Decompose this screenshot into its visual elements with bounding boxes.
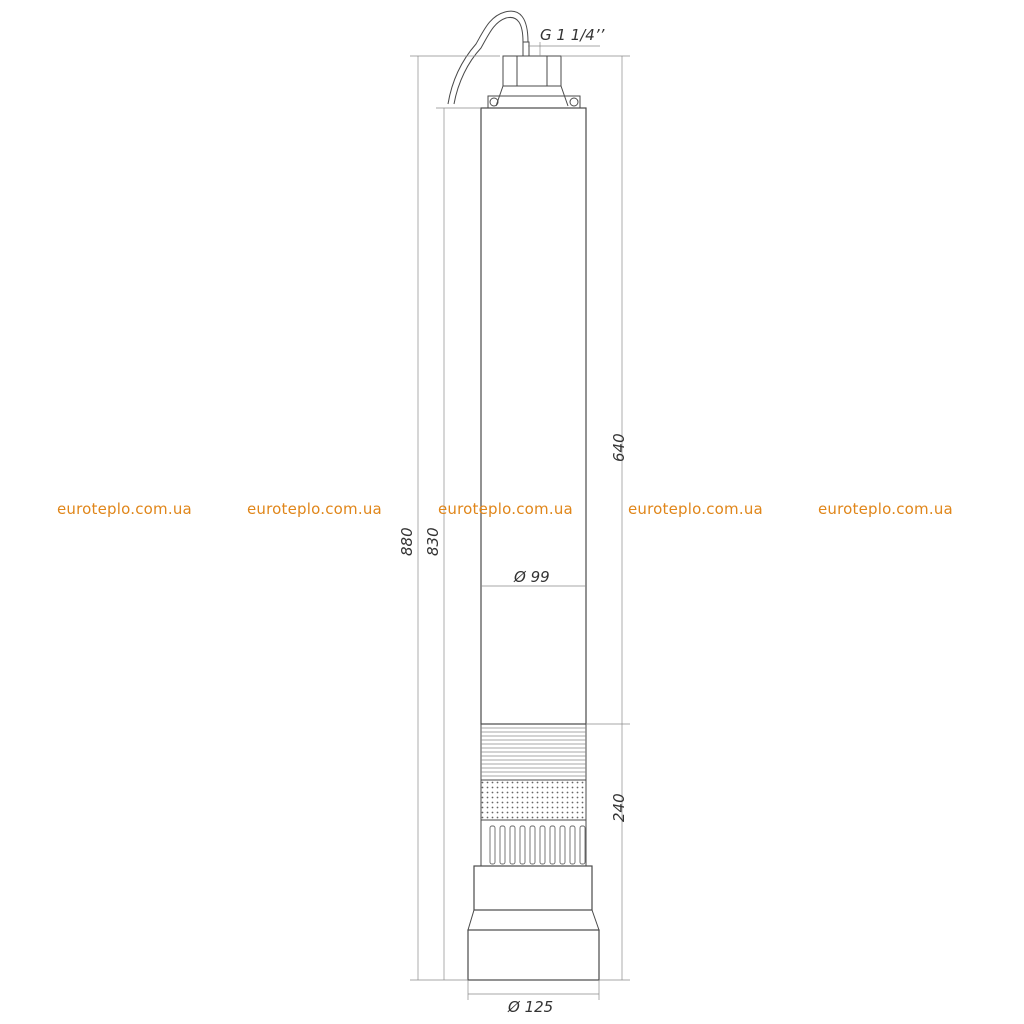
watermark-5: euroteplo.com.ua bbox=[818, 500, 953, 518]
watermark-4: euroteplo.com.ua bbox=[628, 500, 763, 518]
total-height-label: 880 bbox=[398, 527, 416, 556]
intake-screen bbox=[481, 780, 586, 820]
rib bbox=[570, 826, 575, 864]
base-transition bbox=[468, 910, 599, 930]
threaded-section bbox=[481, 724, 586, 780]
rib bbox=[540, 826, 545, 864]
base-diameter-label: Ø 125 bbox=[508, 998, 554, 1016]
thread-label: G 1 1/4’’ bbox=[540, 26, 605, 44]
motor-length-label: 640 bbox=[610, 433, 628, 462]
rib bbox=[510, 826, 515, 864]
ribbed-section bbox=[481, 820, 586, 866]
power-cable-outer bbox=[454, 17, 523, 104]
rib bbox=[500, 826, 505, 864]
power-cable bbox=[448, 11, 528, 104]
watermark-2: euroteplo.com.ua bbox=[247, 500, 382, 518]
rib bbox=[530, 826, 535, 864]
base-upper bbox=[474, 866, 592, 910]
body-diameter-label: Ø 99 bbox=[514, 568, 550, 586]
discharge-head bbox=[488, 42, 580, 108]
rib bbox=[550, 826, 555, 864]
base-lower bbox=[468, 930, 599, 980]
watermark-3: euroteplo.com.ua bbox=[438, 500, 573, 518]
rib bbox=[580, 826, 585, 864]
rib bbox=[490, 826, 495, 864]
pump-length-label: 240 bbox=[610, 793, 628, 822]
motor-body bbox=[481, 108, 586, 724]
rib bbox=[520, 826, 525, 864]
watermark-1: euroteplo.com.ua bbox=[57, 500, 192, 518]
rib bbox=[560, 826, 565, 864]
body-height-label: 830 bbox=[424, 527, 442, 556]
